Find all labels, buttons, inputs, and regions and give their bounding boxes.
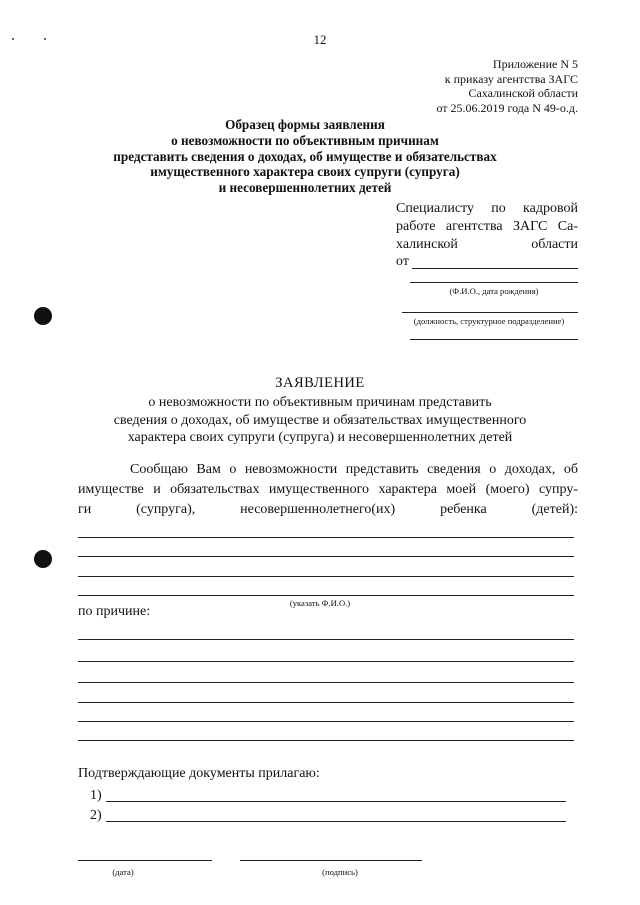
appendix-block (436, 57, 578, 115)
body-line: Сообщаю Вам о невозможности представить сведения о доходах, об (130, 462, 578, 477)
body-line: имуществе и обязательствах имущественного характера моей (моего) супру- (78, 482, 578, 497)
document-item-line[interactable] (106, 821, 566, 822)
form-title-line: имущественного характера своих супруги (супруга) (150, 164, 460, 180)
signature-field[interactable] (240, 860, 422, 861)
statement-body (78, 460, 578, 520)
name-dob-field[interactable] (410, 282, 578, 283)
reason-line[interactable] (78, 740, 574, 741)
reason-line[interactable] (78, 682, 574, 683)
position-field[interactable] (402, 312, 578, 313)
family-member-line[interactable] (78, 595, 574, 596)
appendix-line: Сахалинской области (468, 86, 578, 101)
position-hint: (должность, структурное подразделение) (413, 316, 565, 326)
punch-hole (34, 550, 52, 568)
date-field[interactable] (78, 860, 212, 861)
document-item-number: 2) (90, 808, 102, 823)
form-title-line: Образец формы заявления (225, 117, 385, 132)
appendix-line: Приложение N 5 (492, 57, 578, 71)
documents-label: Подтверждающие документы прилагаю: (78, 766, 320, 781)
reason-label: по причине: (78, 604, 151, 619)
extra-field[interactable] (410, 339, 578, 340)
statement-heading: ЗАЯВЛЕНИЕ (275, 375, 365, 391)
specify-name-hint: (указать Ф.И.О.) (289, 598, 351, 608)
punch-hole (34, 307, 52, 325)
statement-subheading (70, 394, 570, 447)
statement-subheading-line: о невозможности по объективным причинам представить (148, 395, 492, 410)
reason-line[interactable] (78, 639, 574, 640)
form-title-line: о невозможности по объективным причинам (171, 132, 439, 148)
reason-line[interactable] (78, 702, 574, 703)
addressee-block (396, 200, 578, 254)
addressee-line: Специалисту по кадровой (396, 201, 578, 216)
appendix-line: от 25.06.2019 года N 49-о.д. (436, 100, 578, 115)
form-title (60, 117, 550, 196)
family-member-line[interactable] (78, 537, 574, 538)
addressee-line: работе агентства ЗАГС Са- (396, 219, 578, 234)
reason-line[interactable] (78, 721, 574, 722)
from-name-field[interactable] (412, 268, 578, 269)
form-title-line: представить сведения о доходах, об имуществе и обязательствах (113, 148, 497, 164)
signature-hint: (подпись) (322, 867, 358, 877)
reason-line[interactable] (78, 661, 574, 662)
date-hint: (дата) (112, 867, 134, 877)
form-title-line: и несовершеннолетних детей (218, 180, 392, 196)
document-item-line[interactable] (106, 801, 566, 802)
document-item-number: 1) (90, 788, 102, 803)
family-member-line[interactable] (78, 556, 574, 557)
body-line: ги (супруга), несовершеннолетнего(их) ребенка (детей): (78, 502, 578, 517)
appendix-line: к приказу агентства ЗАГС (444, 71, 578, 86)
name-dob-hint: (Ф.И.О., дата рождения) (449, 286, 539, 296)
addressee-line: халинской области (396, 237, 578, 252)
statement-subheading-line: характера своих супруги (супруга) и несовершеннолетних детей (127, 430, 513, 445)
page-number: 12 (313, 32, 327, 47)
family-member-line[interactable] (78, 576, 574, 577)
from-row (396, 254, 578, 272)
from-label: от (396, 254, 409, 269)
statement-subheading-line: сведения о доходах, об имуществе и обязательствах имущественного (113, 412, 527, 428)
